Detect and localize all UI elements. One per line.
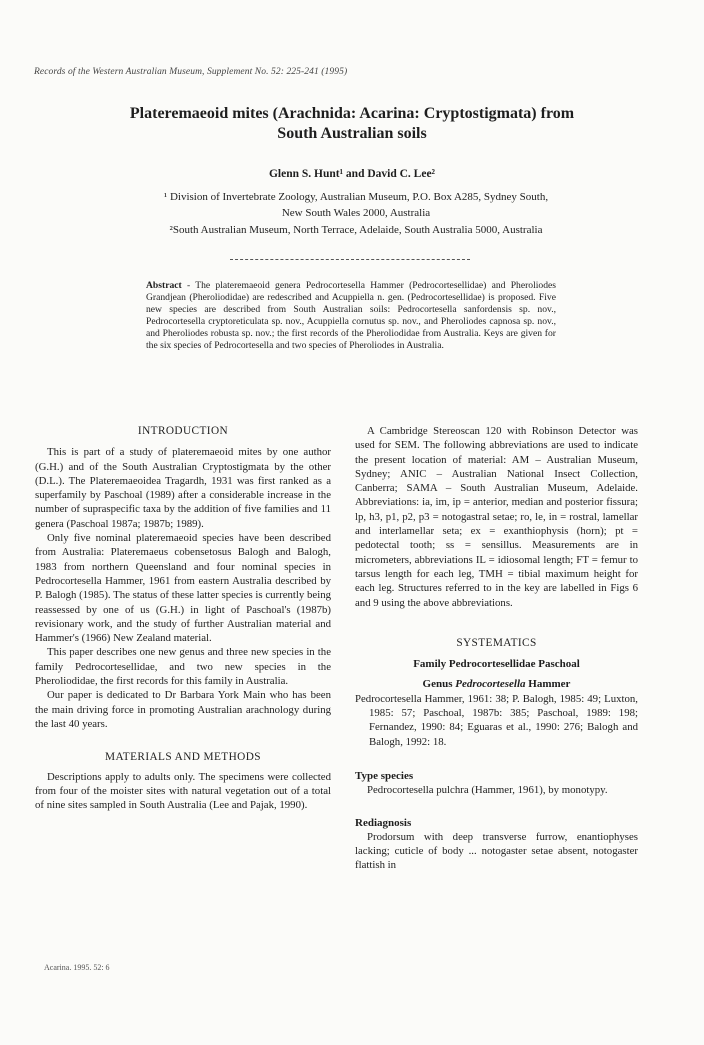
intro-paragraph-2: Only five nominal plateremaeoid species have been described from Australia: Plateremaeus cobensetosus Balogh and Balogh, 1983 from northern Queensland and four nominal species in Pedrocortesella Hammer, 1961 from eastern Australia described by P. Balogh (1985). The status of these latter species is currently being reassessed by one of us (G.H.) in light of Paschoal's (1987b) revisionary work, and the study of further Australian material and Hammer's (1966) New Zealand material. bbox=[35, 532, 331, 645]
methods-heading: MATERIALS AND METHODS bbox=[105, 751, 261, 764]
intro-paragraph-3: This paper describes one new genus and three new species in the family Pedrocortesellidae, and two new species in the Pheroliodidae, the first records for this family in Australia. bbox=[35, 646, 331, 688]
methods-paragraph-2: A Cambridge Stereoscan 120 with Robinson Detector was used for SEM. The following abbreviations are used to indicate the present location of material: AM – Australian Museum, Sydney; ANIC – Australian National Insect Collection, Canberra; SAMA – South Australian Museum, Adelaide. Abbreviations: ia, im, ip = anterior, median and posterior fissura; lp, h3, p1, p2, p3 = notogastral setae; ro, le, in = rostral, lamellar and interlamellar seta; ex = exanthiophysis (horn); pt = pedotectal tooth; ss = sensillus. Measurements are in micrometers, abbreviations IL = idiosomal length; FT = femur to tarsus length for each leg, TMH = tibial maximum height for each leg. Structures referred to in the key are labelled in Figs 6 and 9 using the above abbreviations. bbox=[355, 425, 638, 609]
title-line-1: Plateremaeoid mites (Arachnida: Acarina: Cryptostigmata) from bbox=[129, 105, 575, 122]
methods-paragraph-1: Descriptions apply to adults only. The specimens were collected from four of the moister sites with natural vegetation out of a total of nine sites sampled in South Australia (Lee and Pajak, 1990). bbox=[35, 770, 331, 812]
affiliation-1-line-1: ¹ Division of Invertebrate Zoology, Australian Museum, P.O. Box A285, Sydney South, bbox=[163, 191, 549, 203]
intro-paragraph-4: Our paper is dedicated to Dr Barbara York Main who has been the main driving force in promoting Australian arachnology during the last 40 years. bbox=[35, 689, 331, 730]
rediagnosis-heading: Rediagnosis bbox=[355, 816, 412, 829]
systematics-heading: SYSTEMATICS bbox=[456, 636, 537, 649]
rediagnosis-text: Prodorsum with deep transverse furrow, enantiophyses lacking; cuticle of body ... notogaster setae absent, notogaster flattish in bbox=[355, 830, 638, 872]
affiliation-2: ²South Australian Museum, North Terrace, Adelaide, South Australia 5000, Australia bbox=[169, 224, 543, 236]
type-species-text: Pedrocortesella pulchra (Hammer, 1961), by monotypy. bbox=[367, 784, 608, 797]
abstract bbox=[146, 280, 556, 351]
abstract-text: - The plateremaeoid genera Pedrocortesella Hammer (Pedrocortesellidae) and Pheroliodes Grandjean (Pheroliodidae) are redescribed and Acuppiella n. gen. (Pedrocortesellidae) is proposed. Five new species are described from South Australian soils: Pedrocortesella sanfordensis sp. nov., Pedrocortesella cryptoreticulata sp. nov., Acuppiella cornutus sp. nov., and Pheroliodes capnosa sp. nov., and Pheroliodes robusta sp. nov.; the first records of the Pheroliodidae from Australia. Keys are given for the six species of Pedrocortesella and two species of Pheroliodes in Australia. bbox=[146, 280, 556, 351]
genus-label: Genus bbox=[422, 678, 456, 691]
right-column bbox=[355, 424, 638, 873]
affiliation-1-line-2: New South Wales 2000, Australia bbox=[281, 207, 431, 219]
genus-synonymy: Pedrocortesella Hammer, 1961: 38; P. Balogh, 1985: 49; Luxton, 1985: 57; Paschoal, 1987b: 385; Paschoal, 1989: 198; Fernandez, 1990: 84; Eguaras et al., 1990: 276; Balogh and Balogh, 1992: 18. bbox=[355, 692, 638, 748]
running-head: Records of the Western Australian Museum, Supplement No. 52: 225-241 (1995) bbox=[34, 67, 348, 77]
intro-paragraph-1: This is part of a study of plateremaeoid mites by one author (G.H.) and of the South Australian Cryptostigmata by the other (D.L.). The Plateremaeoidea Tragardh, 1931 was first ranked as a superfamily by Paschoal (1989) after a considerable increase in the number of supraspecific taxa by the addition of five families and 11 genera (Paschoal 1987a; 1987b; 1989). bbox=[35, 446, 331, 530]
introduction-heading: INTRODUCTION bbox=[137, 425, 229, 437]
type-species-heading: Type species bbox=[355, 769, 414, 782]
authors: Glenn S. Hunt¹ and David C. Lee² bbox=[268, 168, 435, 180]
title-line-2: South Australian soils bbox=[277, 125, 427, 142]
genus-author: Hammer bbox=[525, 678, 571, 691]
left-column bbox=[35, 424, 331, 812]
family-heading: Family Pedrocortesellidae Paschoal bbox=[413, 658, 580, 671]
separator-rule bbox=[230, 259, 470, 260]
article-title bbox=[70, 104, 634, 144]
genus-name: Pedrocortesella bbox=[455, 678, 526, 691]
abstract-label: Abstract bbox=[146, 280, 182, 291]
affiliation-1 bbox=[96, 189, 616, 221]
footer-note: Acarina. 1995. 52: 6 bbox=[44, 963, 110, 972]
genus-heading bbox=[355, 677, 638, 691]
